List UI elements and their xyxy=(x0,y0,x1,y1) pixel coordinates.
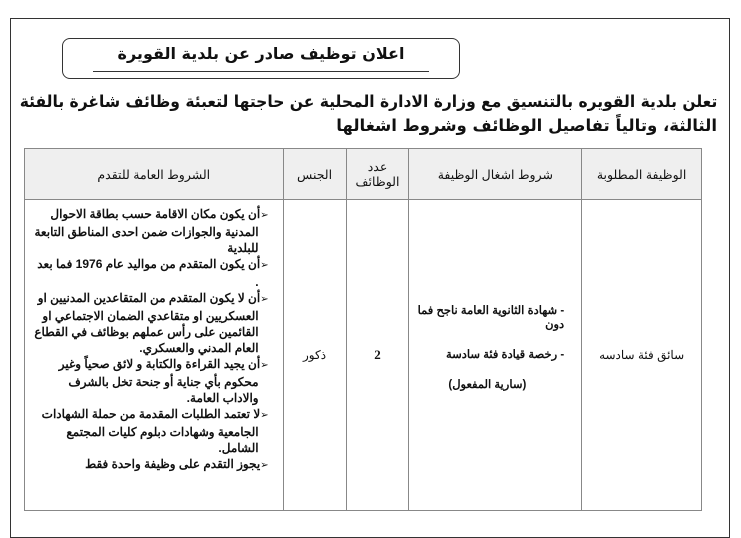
jobs-table xyxy=(24,148,702,511)
intro-paragraph xyxy=(20,90,717,140)
general-item: ➢يجوز التقدم على وظيفة واحدة فقط xyxy=(85,457,269,471)
arrowhead-bullet-icon: ➢ xyxy=(260,360,269,371)
table-row xyxy=(25,200,702,511)
condition-item: - رخصة قيادة فئة سادسة xyxy=(445,349,565,361)
intro-line: تعلن بلدية القويره بالتنسيق مع وزارة الادارة المحلية عن حاجتها لتعبئة وظائف شاغرة بالفئة xyxy=(19,92,717,111)
cell-gender: ذكور xyxy=(283,200,346,511)
general-item: ➢أن يجيد القراءة والكتابة و لائق صحياً وغير محكوم بأي جناية أو جنحة تخل بالشرف والاداب العامة. xyxy=(58,357,269,405)
arrowhead-bullet-icon: ➢ xyxy=(260,410,269,421)
arrowhead-bullet-icon: ➢ xyxy=(260,294,269,305)
arrowhead-bullet-icon: ➢ xyxy=(260,460,269,471)
general-item: ➢أن يكون مكان الاقامة حسب بطاقة الاحوال المدنية والجوازات ضمن احدى المناطق التابعة للبلدية xyxy=(34,207,269,255)
title-box xyxy=(62,38,460,79)
condition-item: - شهادة الثانوية العامة ناجح فما دون xyxy=(417,305,565,331)
cell-general xyxy=(25,200,284,511)
condition-item: (سارية المفعول) xyxy=(448,379,527,391)
intro-line-row xyxy=(20,114,717,138)
arrowhead-bullet-icon: ➢ xyxy=(260,210,269,221)
title-underline xyxy=(93,71,429,72)
header-job: الوظيفة المطلوبة xyxy=(582,149,702,200)
cell-count: 2 xyxy=(346,200,409,511)
intro-line-row xyxy=(20,90,717,114)
general-item: ➢لا تعتمد الطلبات المقدمة من حملة الشهادات الجامعية وشهادات دبلوم كليات المجتمع الشامل. xyxy=(41,407,269,455)
header-count: عدد الوظائف xyxy=(346,149,409,200)
header-general: الشروط العامة للتقدم xyxy=(25,149,284,200)
arrowhead-bullet-icon: ➢ xyxy=(260,260,269,271)
header-conditions: شروط اشغال الوظيفة xyxy=(409,149,582,200)
header-gender: الجنس xyxy=(283,149,346,200)
cell-job: سائق فئة سادسه xyxy=(582,200,702,511)
announcement-title: اعلان توظيف صادر عن بلدية القويرة xyxy=(117,44,405,63)
general-item: ➢أن يكون المتقدم من مواليد عام 1976 فما بعد . xyxy=(37,257,269,289)
cell-conditions xyxy=(409,200,582,511)
table-header-row xyxy=(25,149,702,200)
general-item: ➢أن لا يكون المتقدم من المتقاعدين المدنيين او العسكريين او متقاعدي الضمان الاجتماعي او القائمين على رأس عملهم بوظائف في القطاع العام المدني والعسكري. xyxy=(34,291,269,355)
intro-line: الثالثة، وتالياً تفاصيل الوظائف وشروط اشغالها xyxy=(336,116,717,135)
